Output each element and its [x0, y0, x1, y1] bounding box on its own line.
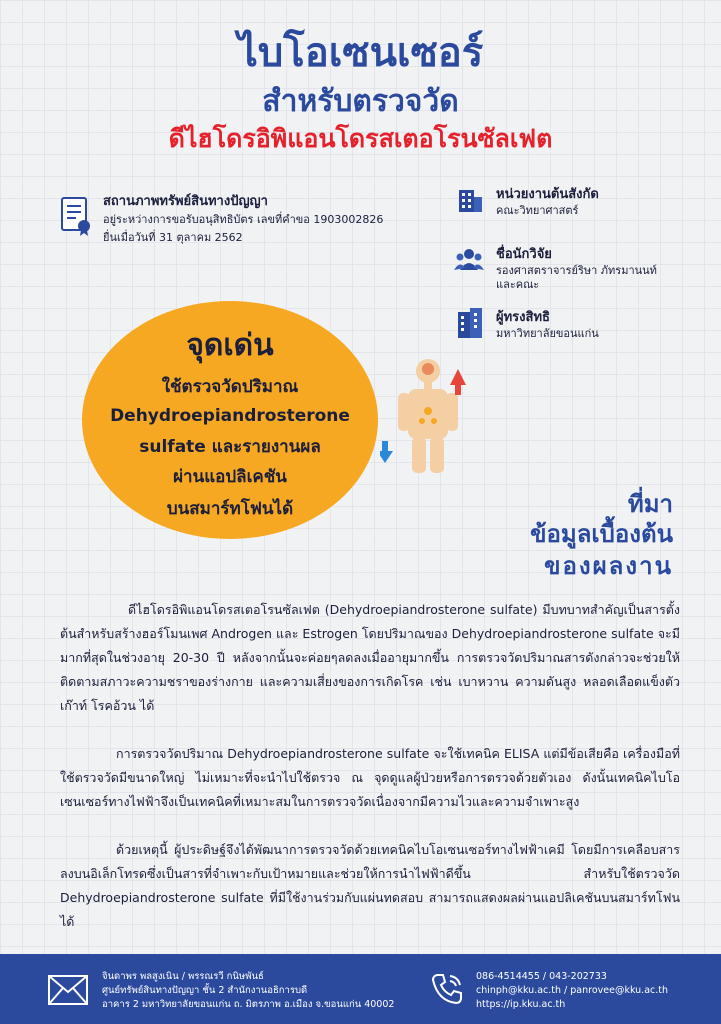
patent-document-icon: [58, 196, 94, 236]
footer-phone: 086-4514455 / 043-202733: [476, 971, 607, 982]
highlight-line-4: ผ่านแอปลิเคชัน: [173, 467, 287, 487]
body-paragraph-2: การตรวจวัดปริมาณ Dehydroepiandrosterone sulfate จะใช้เทคนิค ELISA แต่มีข้อเสียคือ เครื่องมือที่ใช้ตรวจวัดมีขนาดใหญ่ ไม่เหมาะที่จะนำไปใช้ตรวจ ณ จุดดูแลผู้ป่วยหรือการตรวจด้วยตัวเอง ดังนั้นเทคนิคไบโอเซนเซอร์ทางไฟฟ้าจึงเป็นเทคนิคที่เหมาะสมในการตรวจวัดเนื่องจากมีความไวและความจำเพาะสูง: [60, 746, 680, 809]
title-main: ไบโอเซนเซอร์: [237, 30, 484, 76]
agency-title: หน่วยงานต้นสังกัด: [496, 187, 599, 202]
office-building-icon: [456, 306, 484, 338]
footer-email[interactable]: chinph@kku.ac.th / panrovee@kku.ac.th: [476, 985, 669, 996]
footer-website-link[interactable]: https://ip.kku.ac.th: [476, 999, 566, 1010]
owner-title: ผู้ทรงสิทธิ: [496, 310, 550, 325]
ip-status-title: สถานภาพทรัพย์สินทางปัญญา: [103, 194, 268, 209]
phone-icon: [430, 972, 464, 1006]
human-body-icon: [380, 355, 470, 475]
owner-value: มหาวิทยาลัยขอนแก่น: [496, 327, 599, 340]
owner-block: [496, 309, 706, 341]
highlight-line-2: Dehydroepiandrosterone: [110, 406, 350, 426]
body-paragraph-3: ด้วยเหตุนี้ ผู้ประดิษฐ์จึงได้พัฒนาการตรวจวัดด้วยเทคนิคไบโอเซนเซอร์ทางไฟฟ้าเคมี โดยมีการเคลือบสารลงบนอิเล็กโทรดซึ่งเป็นสารที่จำเพาะกับเป้าหมายและช่วยให้การนำไฟฟ้าดีขึ้น สำหรับใช้ตรวจวัด Dehydroepiandrosterone sulfate ที่มีใช้งานร่วมกับแผ่นทดสอบ สามารถแสดงผลผ่านแอปลิเคชันบนสมาร์ทโฟนได้: [60, 842, 680, 929]
highlight-line-1: ใช้ตรวจวัดปริมาณ: [161, 377, 299, 397]
agency-block: [496, 186, 706, 218]
ip-status-block: [103, 193, 433, 247]
background-heading-2: ข้อมูลเบื้องต้น: [530, 520, 673, 548]
footer-office: ศูนย์ทรัพย์สินทางปัญญา ชั้น 2 สำนักงานอธิการบดี: [102, 985, 308, 996]
body-paragraph-1: ดีไฮโดรอิพิแอนโดรสเตอโรนซัลเฟต (Dehydroepiandrosterone sulfate) มีบทบาทสำคัญเป็นสารตั้งต้นสำหรับสร้างฮอร์โมนเพศ Androgen และ Estrogen โดยปริมาณของ Dehydroepiandrosterone sulfate จะมีมากที่สุดในช่วงอายุ 20-30 ปี หลังจากนั้นจะค่อยๆลดลงเมื่ออายุมากขึ้น การตรวจวัดปริมาณสารดังกล่าวจะช่วยให้ติดตามสภาวะความชราของร่างกาย และความเสี่ยงของการเกิดโรค เช่น เบาหวาน ความดันสูง หลอดเลือดแข็งตัว เก๊าท์ โรคอ้วน ได้: [60, 602, 680, 713]
highlight-line-3: sulfate และรายงานผล: [139, 437, 321, 457]
highlight-line-5: บนสมาร์ทโฟนได้: [166, 499, 294, 519]
title-compound: ดีไฮโดรอิพิแอนโดรสเตอโรนซัลเฟต: [168, 124, 553, 153]
researcher-line1: รองศาสตราจารย์ริษา ภัทรมานนท์: [496, 264, 657, 277]
people-group-icon: [454, 246, 484, 274]
mail-icon: [48, 975, 88, 1005]
footer-address: อาคาร 2 มหาวิทยาลัยขอนแก่น ถ. มิตรภาพ อ.เมือง จ.ขอนแก่น 40002: [102, 999, 395, 1010]
agency-value: คณะวิทยาศาสตร์: [496, 204, 579, 217]
background-heading-1: ที่มา: [627, 490, 673, 518]
footer-contact-address: [102, 970, 402, 1012]
researcher-title: ชื่อนักวิจัย: [496, 247, 552, 262]
ip-status-line2: ยื่นเมื่อวันที่ 31 ตุลาคม 2562: [103, 231, 243, 244]
highlight-title: จุดเด่น: [186, 328, 274, 363]
title-sub: สำหรับตรวจวัด: [262, 84, 459, 119]
background-heading-3: ของผลงาน: [544, 552, 673, 580]
researcher-block: [496, 246, 706, 292]
footer-contact-info: [476, 970, 716, 1012]
building-icon: [456, 186, 484, 214]
ip-status-line1: อยู่ระหว่างการขอรับอนุสิทธิบัตร เลขที่คำขอ 1903002826: [103, 213, 384, 226]
footer-contact-names: จินดาพร พลสูงเนิน / พรรณรวี กนิษพันธ์: [102, 971, 264, 982]
researcher-line2: และคณะ: [496, 278, 540, 291]
